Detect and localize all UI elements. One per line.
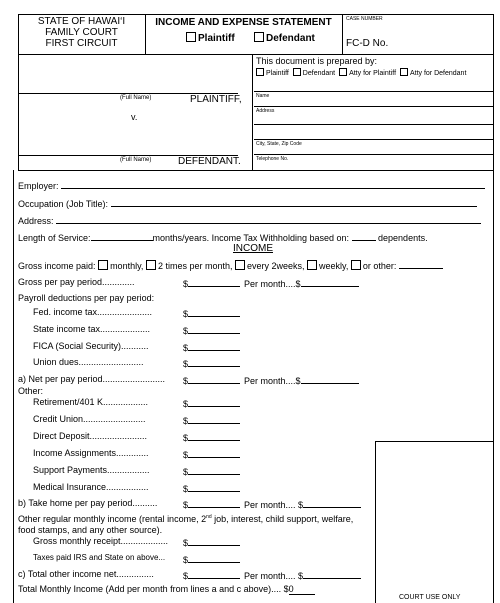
credit-union-amount: $ <box>183 414 240 426</box>
defendant-checkbox[interactable] <box>254 32 264 42</box>
full-name-label-1: (Full Name) <box>120 95 152 101</box>
plaintiff-checkbox-label: Plaintiff <box>198 33 235 44</box>
net-per-pay-label: a) Net per pay period......................... <box>18 374 166 384</box>
gross-per-pay-label: Gross per pay period............. <box>18 277 135 287</box>
prepared-address-label: Address <box>256 108 275 114</box>
biweekly-checkbox[interactable] <box>235 260 245 270</box>
fica-label: FICA (Social Security)........... <box>33 341 149 351</box>
medical-insurance-label: Medical Insurance................. <box>33 482 149 492</box>
support-payments-field[interactable] <box>188 465 240 475</box>
monthly-label: monthly, <box>110 261 144 271</box>
length-of-service-row <box>18 231 428 243</box>
take-home-per-month-label: Per month.... $ <box>244 500 304 510</box>
take-home-per-month-amount <box>244 498 361 510</box>
case-number-label: CASE NUMBER <box>346 16 383 22</box>
parties-left-border <box>18 54 19 170</box>
plaintiff-checkbox-group[interactable] <box>186 32 235 44</box>
other-frequency-checkbox[interactable] <box>351 260 361 270</box>
body-left-border <box>13 170 14 603</box>
gross-per-month-amount <box>244 277 359 289</box>
other-frequency-field[interactable] <box>399 259 443 269</box>
dependents-field[interactable] <box>352 231 376 241</box>
employer-row <box>18 179 485 191</box>
support-payments-amount: $ <box>183 465 240 477</box>
prepared-address-line-2[interactable] <box>254 124 493 125</box>
gross-monthly-receipt-field[interactable] <box>188 536 240 546</box>
gross-monthly-receipt-label: Gross monthly receipt................... <box>33 536 169 546</box>
income-assignments-label: Income Assignments............. <box>33 448 149 458</box>
weekly-checkbox[interactable] <box>307 260 317 270</box>
gross-per-pay-amount: $ <box>183 277 240 289</box>
prepared-defendant-checkbox[interactable] <box>293 68 301 76</box>
total-other-per-month-amount <box>244 569 361 581</box>
net-per-month-field[interactable] <box>301 374 359 384</box>
total-other-field[interactable] <box>188 569 240 579</box>
header-top-border <box>18 14 493 15</box>
total-other-per-month-field[interactable] <box>303 569 361 579</box>
state-tax-field[interactable] <box>188 324 240 334</box>
total-monthly-income-label: Total Monthly Income (Add per month from lines a and c above).... $ <box>18 584 289 594</box>
fed-tax-label: Fed. income tax...................... <box>33 307 153 317</box>
gross-per-month-label: Per month....$ <box>244 279 301 289</box>
employer-label: Employer: <box>18 181 59 191</box>
biweekly-label: every 2weeks, <box>246 261 305 271</box>
length-of-service-label: Length of Service: <box>18 233 91 243</box>
taxes-paid-amount: $ <box>183 553 240 565</box>
taxes-paid-label: Taxes paid IRS and State on above... <box>33 553 166 562</box>
credit-union-field[interactable] <box>188 414 240 424</box>
gross-per-pay-field[interactable] <box>188 277 240 287</box>
employer-address-label: Address: <box>18 216 54 226</box>
form-number[interactable]: FC-D No. <box>346 38 389 49</box>
dependents-label: dependents. <box>378 233 428 243</box>
state-tax-label: State income tax.................... <box>33 324 151 334</box>
medical-insurance-amount: $ <box>183 482 240 494</box>
prepared-by-title: This document is prepared by: <box>256 56 378 66</box>
state-tax-amount: $ <box>183 324 240 336</box>
occupation-label: Occupation (Job Title): <box>18 199 109 209</box>
defendant-role-label: DEFENDANT. <box>178 156 241 167</box>
other-regular-income-line-2: food stamps, and any other source). <box>18 525 163 535</box>
direct-deposit-label: Direct Deposit....................... <box>33 431 148 441</box>
twice-monthly-label: 2 times per month, <box>157 261 233 271</box>
defendant-checkbox-group[interactable] <box>254 32 315 44</box>
court-use-only-label: COURT USE ONLY <box>399 594 461 601</box>
parties-right-border <box>493 54 494 170</box>
fica-amount: $ <box>183 341 240 353</box>
fed-tax-amount: $ <box>183 307 240 319</box>
prepared-atty-defendant-label: Atty for Defendant <box>409 70 467 77</box>
total-other-label: c) Total other income net............... <box>18 569 154 579</box>
taxes-paid-field[interactable] <box>188 553 240 563</box>
take-home-label: b) Take home per pay period.......... <box>18 498 158 508</box>
retirement-amount: $ <box>183 397 240 409</box>
take-home-field[interactable] <box>188 498 240 508</box>
medical-insurance-field[interactable] <box>188 482 240 492</box>
twice-monthly-checkbox[interactable] <box>146 260 156 270</box>
total-monthly-income-row <box>18 584 315 595</box>
direct-deposit-field[interactable] <box>188 431 240 441</box>
take-home-amount: $ <box>183 498 240 510</box>
employer-field[interactable] <box>61 179 485 189</box>
fed-tax-field[interactable] <box>188 307 240 317</box>
body-right-border <box>493 170 494 603</box>
address-row <box>18 214 481 226</box>
header-right-border <box>493 14 494 54</box>
direct-deposit-amount: $ <box>183 431 240 443</box>
net-per-month-label: Per month....$ <box>244 376 301 386</box>
prepared-city-label: City, State, Zip Code <box>256 141 302 147</box>
parties-bottom-border <box>18 170 493 171</box>
total-other-amount: $ <box>183 569 240 581</box>
parties-divider <box>252 54 253 170</box>
form-title: INCOME AND EXPENSE STATEMENT <box>155 17 332 28</box>
prepared-city-line[interactable] <box>254 139 493 140</box>
fica-field[interactable] <box>188 341 240 351</box>
retirement-field[interactable] <box>188 397 240 407</box>
gross-per-pay-row <box>18 277 135 287</box>
monthly-checkbox[interactable] <box>98 260 108 270</box>
months-years-text: months/years. Income Tax Withholding based on: <box>152 233 349 243</box>
other-frequency-label: or other: <box>362 261 397 271</box>
total-monthly-income-field[interactable] <box>289 584 315 595</box>
court-line-1: STATE OF HAWAI‘I <box>37 16 126 27</box>
gross-income-paid-row <box>18 259 443 271</box>
other-regular-income-line-1: Other regular monthly income (rental income, 2nd job, interest, child support, welfare, <box>18 514 354 524</box>
net-per-pay-amount: $ <box>183 374 240 386</box>
employer-address-field[interactable] <box>56 214 481 224</box>
prepared-name-label: Name <box>256 93 270 99</box>
prepared-name-line[interactable] <box>254 91 493 92</box>
court-use-box-left <box>375 441 376 603</box>
prepared-address-line[interactable] <box>254 106 493 107</box>
length-of-service-field[interactable] <box>91 231 153 241</box>
court-line-3: FIRST CIRCUIT <box>45 38 118 49</box>
total-other-per-month-label: Per month.... $ <box>244 571 304 581</box>
prepared-atty-defendant-checkbox[interactable] <box>400 68 408 76</box>
header-bottom-border <box>18 54 493 55</box>
net-per-pay-field[interactable] <box>188 374 240 384</box>
prepared-phone-label: Telephone No. <box>256 156 289 162</box>
other-heading: Other: <box>18 386 44 396</box>
full-name-label-2: (Full Name) <box>120 157 152 163</box>
income-heading: INCOME <box>233 243 273 254</box>
retirement-label: Retirement/401 K.................. <box>33 397 149 407</box>
prepared-plaintiff-label: Plaintiff <box>266 70 289 77</box>
plaintiff-checkbox[interactable] <box>186 32 196 42</box>
prepared-phone-line[interactable] <box>254 154 493 155</box>
prepared-atty-plaintiff-label: Atty for Plaintiff <box>349 70 397 77</box>
take-home-per-month-field[interactable] <box>303 498 361 508</box>
union-dues-amount: $ <box>183 357 240 369</box>
gross-income-paid-label: Gross income paid: <box>18 261 96 271</box>
court-use-box-top <box>375 441 493 442</box>
prepared-by-options <box>256 68 466 77</box>
credit-union-label: Credit Union......................... <box>33 414 146 424</box>
prepared-plaintiff-checkbox[interactable] <box>256 68 264 76</box>
union-dues-label: Union dues.......................... <box>33 357 144 367</box>
prepared-atty-plaintiff-checkbox[interactable] <box>339 68 347 76</box>
net-per-month-amount <box>244 374 359 386</box>
defendant-checkbox-label: Defendant <box>266 33 315 44</box>
prepared-defendant-label: Defendant <box>302 70 336 77</box>
court-line-2: FAMILY COURT <box>45 27 118 38</box>
weekly-label: weekly, <box>319 261 349 271</box>
union-dues-field[interactable] <box>188 357 240 367</box>
plaintiff-role-label: PLAINTIFF, <box>190 94 242 105</box>
income-assignments-field[interactable] <box>188 448 240 458</box>
payroll-deductions-heading: Payroll deductions per pay period: <box>18 293 155 303</box>
occupation-row <box>18 197 477 209</box>
versus-label: v. <box>131 112 138 122</box>
gross-per-month-field[interactable] <box>301 277 359 287</box>
occupation-field[interactable] <box>111 197 477 207</box>
support-payments-label: Support Payments................. <box>33 465 150 475</box>
header-divider-2 <box>342 14 343 54</box>
total-monthly-income-value: 0 <box>288 584 294 594</box>
gross-monthly-receipt-amount: $ <box>183 536 240 548</box>
income-assignments-amount: $ <box>183 448 240 460</box>
